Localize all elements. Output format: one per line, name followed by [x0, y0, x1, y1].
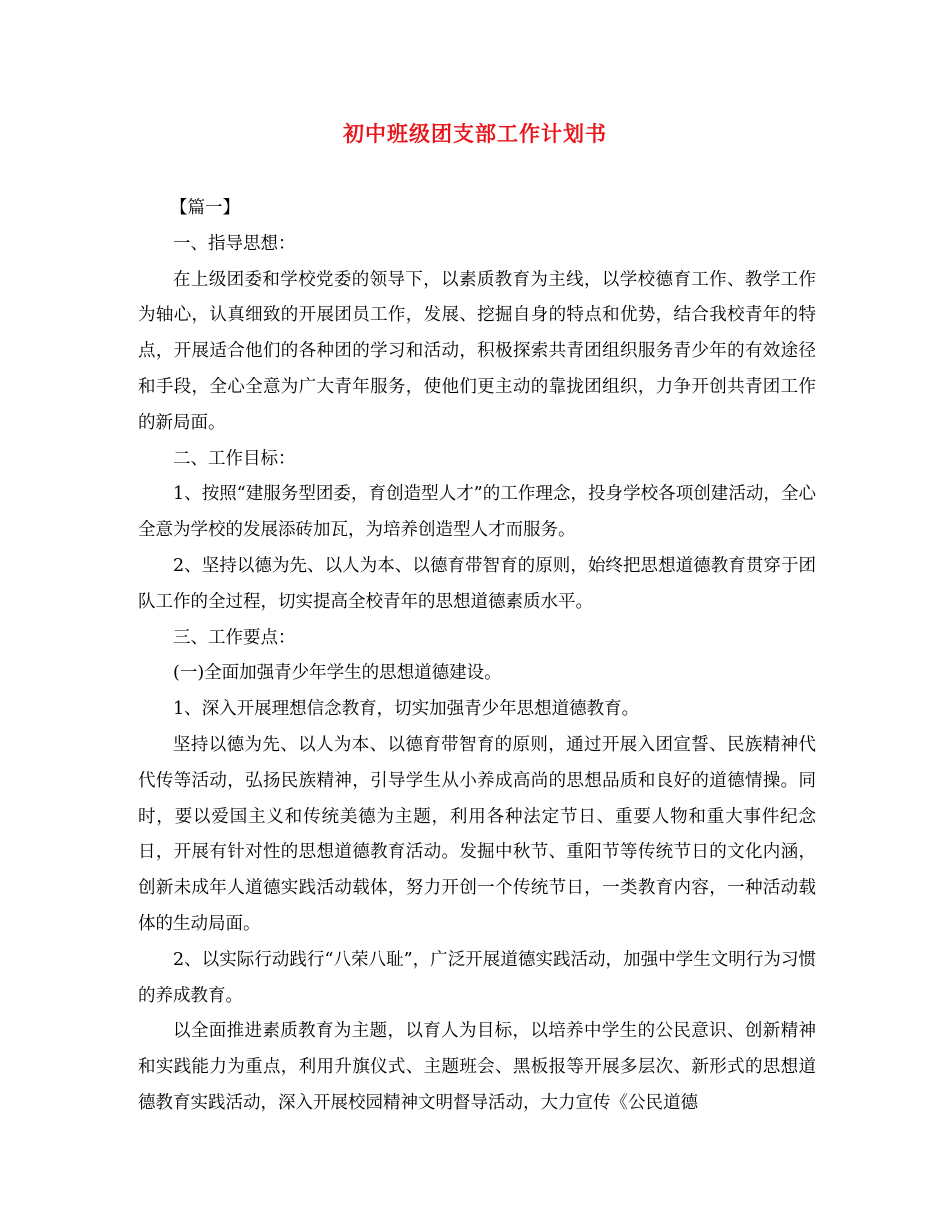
heading-work-points: 三、工作要点：	[173, 627, 296, 648]
paragraph-goal-1: 1、按照“建服务型团委，育创造型人才”的工作理念，投身学校各项创建活动，全心全意为学校的发展添砖加瓦，为培养创造型人才而服务。	[138, 484, 816, 541]
paragraph-part-label: 【篇一】	[170, 198, 240, 218]
item-ideal-belief-education: 1、深入开展理想信念教育，切实加强青少年思想道德教育。	[173, 699, 640, 720]
heading-work-goals: 二、工作目标：	[173, 448, 296, 469]
document-title: 初中班级团支部工作计划书	[343, 121, 607, 146]
document-body	[138, 191, 816, 1122]
paragraph-quality-education: 以全面推进素质教育为主题，以育人为目标，以培养中学生的公民意识、创新精神和实践能力为重点，利用升旗仪式、主题班会、黑板报等开展多层次、新形式的思想道德教育实践活动，深入开展校园精神文明督导活动，大力宣传《公民道德	[138, 1021, 816, 1113]
paragraph-guiding-thought: 在上级团委和学校党委的领导下，以素质教育为主线，以学校德育工作、教学工作为轴心，认真细致的开展团员工作，发展、挖掘自身的特点和优势，结合我校青年的特点，开展适合他们的各种团的学习和活动，积极探索共青团组织服务青少年的有效途径和手段，全心全意为广大青年服务，使他们更主动的靠拢团组织，力争开创共青团工作的新局面。	[138, 269, 816, 433]
heading-guiding-thought: 一、指导思想：	[173, 233, 296, 254]
paragraph-goal-2: 2、坚持以德为先、以人为本、以德育带智育的原则，始终把思想道德教育贯穿于团队工作的全过程，切实提高全校青年的思想道德素质水平。	[138, 555, 816, 612]
item-eight-honors: 2、以实际行动践行“八荣八耻”，广泛开展道德实践活动，加强中学生文明行为习惯的养成教育。	[138, 949, 816, 1006]
paragraph-moral-education: 坚持以德为先、以人为本、以德育带智育的原则，通过开展入团宣誓、民族精神代代传等活动，弘扬民族精神，引导学生从小养成高尚的思想品质和良好的道德情操。同时，要以爱国主义和传统美德为主题，利用各种法定节日、重要人物和重大事件纪念日，开展有针对性的思想道德教育活动。发掘中秋节、重阳节等传统节日的文化内涵，创新未成年人道德实践活动载体，努力开创一个传统节日，一类教育内容，一种活动载体的生动局面。	[138, 734, 816, 934]
subheading-moral-building: (一)全面加强青少年学生的思想道德建设。	[173, 663, 502, 684]
